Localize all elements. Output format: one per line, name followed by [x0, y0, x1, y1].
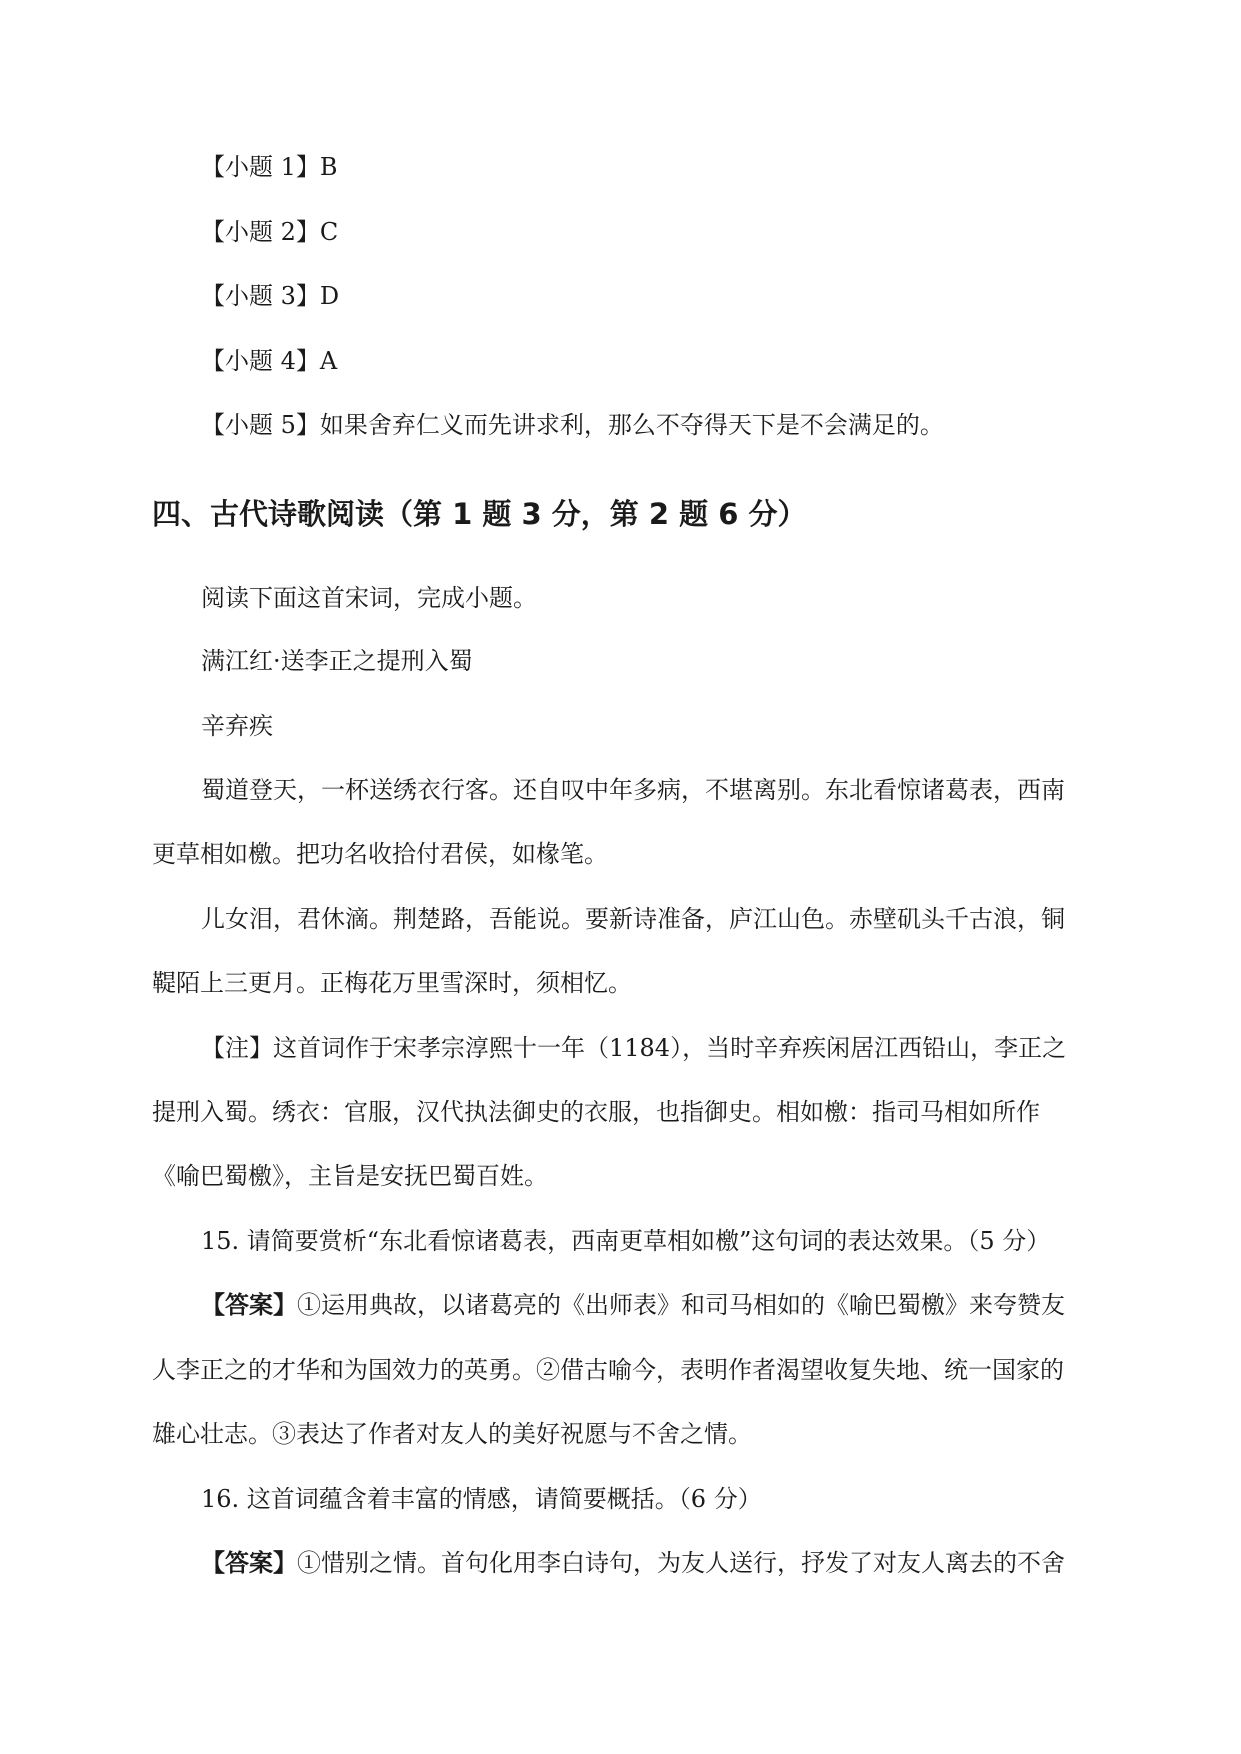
answer-q5: 【小题 5】如果舍弃仁义而先讲求利，那么不夺得天下是不会满足的。 [201, 411, 944, 439]
note-line1: 【注】这首词作于宋孝宗淳熙十一年（1184），当时辛弃疾闲居江西铅山，李正之 [201, 1034, 1067, 1062]
question15-answer-line2: 人李正之的才华和为国效力的英勇。②借古喻今，表明作者渴望收复失地、统一国家的 [152, 1356, 1064, 1384]
question15-answer-line1 [201, 1290, 1065, 1320]
answer-label: 【答案】 [201, 1548, 297, 1577]
answer-q1: 【小题 1】B [201, 153, 338, 181]
answer-q2: 【小题 2】C [201, 218, 339, 246]
answer-label: 【答案】 [201, 1290, 297, 1319]
poem-stanza2-line1: 儿女泪，君休滴。荆楚路，吾能说。要新诗准备，庐江山色。赤壁矶头千古浪，铜 [201, 905, 1065, 933]
note-line3: 《喻巴蜀檄》，主旨是安抚巴蜀百姓。 [152, 1162, 548, 1190]
answer-text: ①运用典故，以诸葛亮的《出师表》和司马相如的《喻巴蜀檄》来夸赞友 [297, 1291, 1065, 1319]
answer-q3: 【小题 3】D [201, 282, 340, 310]
poem-stanza1-line1: 蜀道登天，一杯送绣衣行客。还自叹中年多病，不堪离别。东北看惊诸葛表，西南 [201, 776, 1065, 804]
note-line2: 提刑入蜀。绣衣：官服，汉代执法御史的衣服，也指御史。相如檄：指司马相如所作 [152, 1098, 1040, 1126]
question16-prompt: 16. 这首词蕴含着丰富的情感，请简要概括。（6 分） [201, 1485, 762, 1513]
passage-instruction: 阅读下面这首宋词，完成小题。 [201, 584, 537, 612]
question15-answer-line3: 雄心壮志。③表达了作者对友人的美好祝愿与不舍之情。 [152, 1420, 752, 1448]
poem-title: 满江红·送李正之提刑入蜀 [201, 647, 473, 675]
question16-answer-line1 [201, 1548, 1065, 1578]
poem-author: 辛弃疾 [201, 712, 273, 740]
section-heading: 四、古代诗歌阅读（第 1 题 3 分，第 2 题 6 分） [152, 497, 807, 531]
poem-stanza2-line2: 鞮陌上三更月。正梅花万里雪深时，须相忆。 [152, 969, 632, 997]
answer-text: ①惜别之情。首句化用李白诗句，为友人送行，抒发了对友人离去的不舍 [297, 1549, 1065, 1577]
poem-stanza1-line2: 更草相如檄。把功名收拾付君侯，如椽笔。 [152, 840, 608, 868]
question15-prompt: 15. 请简要赏析“东北看惊诸葛表，西南更草相如檄”这句词的表达效果。（5 分） [201, 1227, 1051, 1255]
answer-q4: 【小题 4】A [201, 347, 338, 375]
